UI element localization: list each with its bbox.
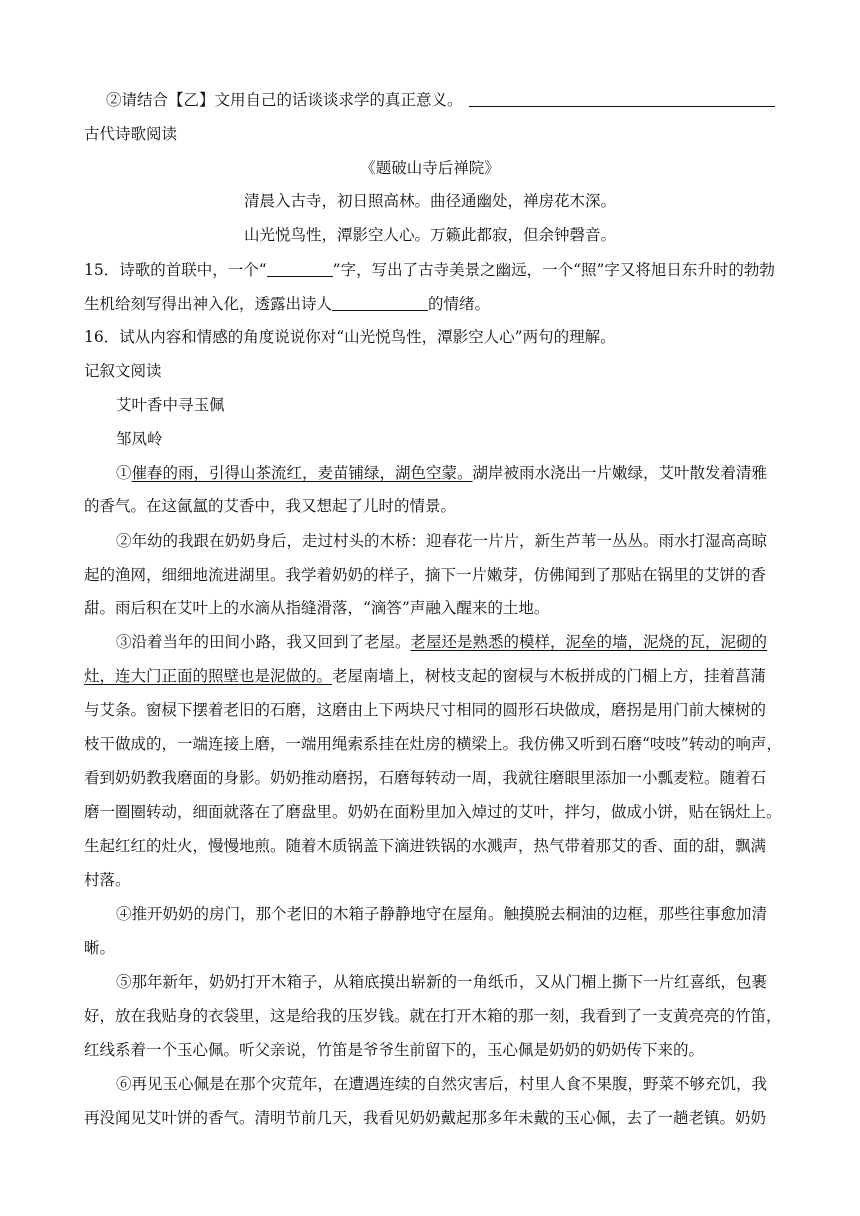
paragraph-4-line-2: 晰。 — [84, 939, 116, 957]
paragraph-3-line-7: 生起红红的灶火，慢慢地煎。随着木质锅盖下滴进铁锅的水溅声，热气带着那艾的香、面的甜，飘满 — [84, 837, 767, 855]
underlined-sentence: 催春的雨，引得山茶流红，麦苗铺绿，湖色空蒙。 — [131, 464, 473, 482]
poem-title: 《题破山寺后禅院》 — [360, 159, 500, 177]
question-15-line-1 — [84, 260, 775, 280]
underlined-sentence: 灶，连大门正面的照壁也是泥做的。 — [84, 667, 333, 685]
paragraph-3-line-5: 看到奶奶教我磨面的身影。奶奶推动磨拐，石磨每转动一周，我就往磨眼里添加一小瓢麦粒。随着石 — [84, 769, 767, 787]
section-heading-narrative: 记叙文阅读 — [84, 362, 162, 380]
article-title: 艾叶香中寻玉佩 — [116, 396, 225, 414]
poem-line-2: 山光悦鸟性，潭影空人心。万籁此都寂，但余钟磬音。 — [243, 226, 616, 244]
paragraph-6-line-1: ⑥再见玉心佩是在那个灾荒年，在遭遇连续的自然灾害后，村里人食不果腹，野菜不够充饥，我 — [116, 1075, 768, 1093]
question-16: 16．试从内容和情感的角度说说你对“山光悦鸟性，潭影空人心”两句的理解。 — [84, 328, 616, 346]
paragraph-3-line-2 — [84, 666, 766, 686]
question-14-item-2-text: ②请结合【乙】文用自己的话谈谈求学的真正意义。 — [106, 91, 463, 109]
answer-blank[interactable] — [267, 260, 333, 277]
paragraph-text: 老屋南墙上，树枝支起的窗棂与木板拼成的门楣上方，挂着菖蒲 — [332, 667, 767, 685]
paragraph-number: ① — [116, 464, 132, 482]
question-15-text-c: 生机给刻写得出神入化，透露出诗人 — [84, 295, 333, 313]
poem-line-1: 清晨入古寺，初日照高林。曲径通幽处，禅房花木深。 — [243, 192, 616, 210]
paragraph-5-line-1: ⑤那年新年，奶奶打开木箱子，从箱底摸出崭新的一角纸币，又从门楣上撕下一片红喜纸，包裹 — [116, 973, 768, 991]
paragraph-2-line-2: 起的渔网，细细地流进湖里。我学着奶奶的样子，摘下一片嫩芽，仿佛闻到了那贴在锅里的艾饼的香 — [84, 566, 767, 584]
question-15-text-b: ”字，写出了古寺美景之幽远，一个“照”字又将旭日东升时的勃勃 — [332, 261, 775, 279]
paragraph-2-line-3: 甜。雨后积在艾叶上的水滴从指缝滑落，“滴答”声融入醒来的土地。 — [84, 599, 550, 617]
paragraph-4-line-1: ④推开奶奶的房门，那个老旧的木箱子静静地守在屋角。触摸脱去桐油的边框，那些往事愈加清 — [116, 905, 768, 923]
underlined-sentence: 老屋还是熟悉的模样，泥垒的墙，泥烧的瓦，泥砌的 — [410, 633, 768, 651]
paragraph-5-line-2: 好，放在我贴身的衣袋里，这是给我的压岁钱。就在打开木箱的那一刻，我看到了一支黄亮亮的竹笛， — [84, 1007, 782, 1025]
answer-blank[interactable] — [469, 90, 775, 107]
question-15-text-a: 15．诗歌的首联中，一个“ — [84, 261, 267, 279]
paragraph-6-line-2: 再没闻见艾叶饼的香气。清明节前几天，我看见奶奶戴起那多年未戴的玉心佩，去了一趟老镇。奶奶 — [84, 1109, 767, 1127]
article-author: 邹凤岭 — [116, 430, 163, 448]
section-heading-poetry: 古代诗歌阅读 — [84, 125, 178, 143]
paragraph-text: ③沿着当年的田间小路，我又回到了老屋。 — [116, 633, 411, 651]
paragraph-1-line-2: 的香气。在这氤氲的艾香中，我又想起了儿时的情景。 — [84, 497, 457, 515]
paragraph-3-line-3: 与艾条。窗棂下摆着老旧的石磨，这磨由上下两块尺寸相同的圆形石块做成，磨拐是用门前大楝树的 — [84, 701, 767, 719]
paragraph-1-line-1 — [116, 463, 767, 483]
paragraph-3-line-6: 磨一圈圈转动，细面就落在了磨盘里。奶奶在面粉里加入焯过的艾叶，拌匀，做成小饼，贴在锅灶上。 — [84, 803, 782, 821]
paragraph-3-line-8: 村落。 — [84, 871, 131, 889]
question-15-line-2 — [84, 294, 490, 314]
question-15-text-d: 的情绪。 — [428, 295, 491, 313]
paragraph-3-line-4: 枝干做成的，一端连接上磨，一端用绳索系挂在灶房的横梁上。我仿佛又听到石磨“吱吱”转动的响声， — [84, 735, 782, 753]
paragraph-5-line-3: 红线系着一个玉心佩。听父亲说，竹笛是爷爷生前留下的，玉心佩是奶奶的奶奶传下来的。 — [84, 1041, 705, 1059]
paragraph-2-line-1: ②年幼的我跟在奶奶身后，走过村头的木桥：迎春花一片片，新生芦苇一丛丛。雨水打湿高高晾 — [116, 532, 768, 550]
answer-blank[interactable] — [332, 294, 428, 311]
paragraph-text: 湖岸被雨水浇出一片嫩绿，艾叶散发着清雅 — [472, 464, 768, 482]
question-14-item-2 — [106, 90, 775, 110]
paragraph-3-line-1 — [116, 632, 767, 652]
